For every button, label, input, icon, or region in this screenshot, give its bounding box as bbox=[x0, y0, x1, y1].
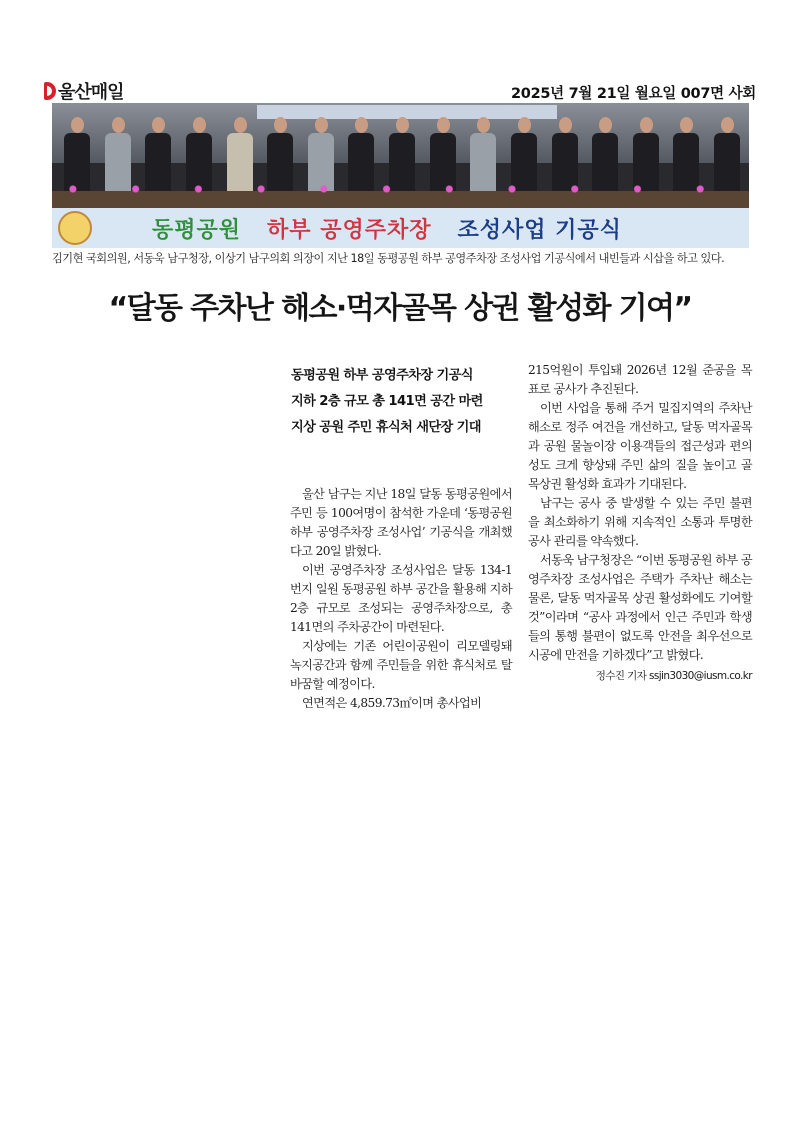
banner-text-part2: 하부 공영주차장 bbox=[267, 217, 432, 243]
logo-mark-icon bbox=[44, 82, 56, 100]
article-column-right bbox=[528, 361, 752, 686]
body-paragraph: 연면적은 4,859.73㎡이며 총사업비 bbox=[302, 696, 482, 710]
banner-title bbox=[152, 213, 622, 244]
reporter-byline: 정수진 기자 ssjin3030@iusm.co.kr bbox=[595, 670, 752, 682]
newspaper-logo bbox=[44, 80, 124, 102]
subhead-line: 지상 공원 주민 휴식처 새단장 기대 bbox=[291, 420, 481, 435]
subhead-line: 지하 2층 규모 총 141면 공간 마련 bbox=[291, 394, 483, 409]
logo-text: 울산매일 bbox=[58, 82, 124, 103]
body-paragraph: 남구는 공사 중 발생할 수 있는 주민 불편을 최소화하기 위해 지속적인 소통과 투명한 공사 관리를 약속했다. bbox=[528, 496, 752, 548]
article-column-left bbox=[290, 485, 512, 713]
article-subheads bbox=[291, 363, 511, 441]
banner-text-part3: 조성사업 기공식 bbox=[457, 217, 622, 243]
body-paragraph: 이번 사업을 통해 주거 밀집지역의 주차난 해소로 정주 여건을 개선하고, 달동 먹자골목과 공원 물놀이장 이용객들의 접근성과 편의성도 크게 향상돼 주민 삶의 질을 높이고 골목상권 활성화 효과가 기대된다. bbox=[528, 401, 752, 491]
body-paragraph: 울산 남구는 지난 18일 달동 동평공원에서 주민 등 100여명이 참석한 가운데 ‘동평공원 하부 공영주차장 조성사업’ 기공식을 개최했다고 20일 밝혔다. bbox=[290, 487, 512, 558]
district-emblem-icon bbox=[58, 211, 92, 245]
banner-text-part1: 동평공원 bbox=[152, 217, 242, 243]
article-headline: “달동 주차난 해소·먹자골목 상권 활성화 기여” bbox=[108, 291, 692, 326]
groundbreaking-photo bbox=[52, 103, 749, 248]
subhead-line: 동평공원 하부 공영주차장 기공식 bbox=[291, 368, 473, 383]
body-paragraph: 지상에는 기존 어린이공원이 리모델링돼 녹지공간과 함께 주민들을 위한 휴식처로 탈바꿈할 예정이다. bbox=[290, 639, 512, 691]
event-banner bbox=[52, 208, 749, 248]
body-paragraph: 이번 공영주차장 조성사업은 달동 134-1번지 일원 동평공원 하부 공간을 활용해 지하 2층 규모로 조성되는 공영주차장으로, 총 141면의 주차공간이 마련된다. bbox=[290, 563, 512, 634]
body-paragraph: 서동욱 남구청장은 “이번 동평공원 하부 공영주차장 조성사업은 주택가 주차난 해소는 물론, 달동 먹자골목 상권 활성화에도 기여할 것”이라며 “공사 과정에서 인근 주민과 학생들의 통행 불편이 없도록 안전을 최우선으로 시공에 만전을 기하겠다”고 밝혔다. bbox=[528, 553, 752, 662]
flower-row bbox=[52, 183, 749, 195]
issue-info: 2025년 7월 21일 월요일 007면 사회 bbox=[511, 86, 756, 102]
masthead bbox=[44, 80, 756, 102]
body-paragraph: 215억원이 투입돼 2026년 12월 준공을 목표로 공사가 추진된다. bbox=[528, 363, 752, 396]
photo-caption: 김기현 국회의원, 서동욱 남구청장, 이상기 남구의회 의장이 지난 18일 동평공원 하부 공영주차장 조성사업 기공식에서 내빈들과 시삽을 하고 있다. bbox=[52, 252, 725, 265]
